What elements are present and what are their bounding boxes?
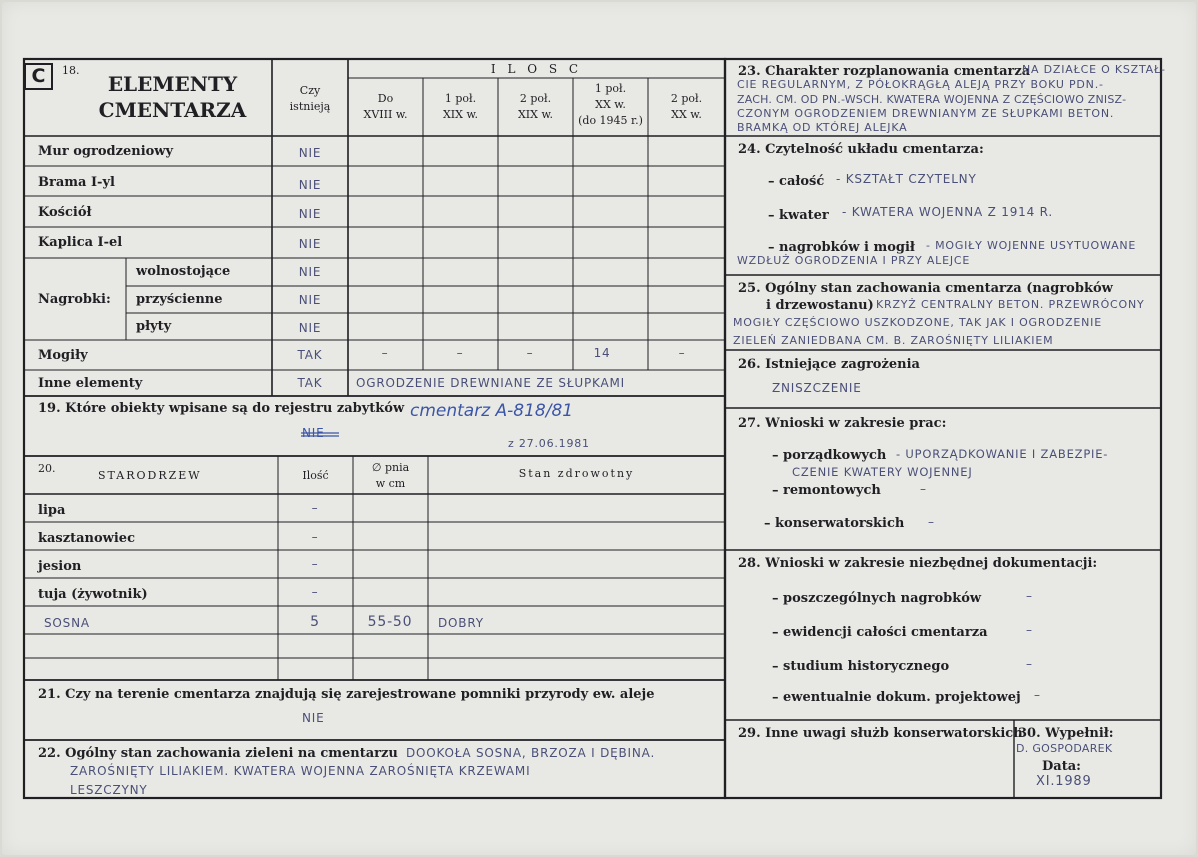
row-label-kosciol: Kościół bbox=[38, 205, 92, 220]
starodrzew-pnia-header-line2: w cm bbox=[375, 477, 406, 490]
row-label-mogily: Mogiły bbox=[38, 348, 88, 363]
section-29-label: 29. Inne uwagi służb konserwatorskich bbox=[738, 726, 1023, 741]
mogily-qty-4: 14 bbox=[593, 346, 611, 360]
section-18-number: 18. bbox=[62, 64, 80, 77]
period-4-line2: XX w. bbox=[595, 98, 626, 111]
s24-kwater-value: - KWATERA WOJENNA Z 1914 R. bbox=[842, 205, 1053, 219]
value-plyty: NIE bbox=[298, 321, 322, 335]
period-4-line3: (do 1945 r.) bbox=[578, 114, 643, 127]
tree-qty-sosna: 5 bbox=[310, 614, 320, 630]
section-20-title: STARODRZEW bbox=[98, 469, 202, 482]
section-25-line3: ZIELEŃ ZANIEDBANA CM. B. ZAROŚNIĘTY LILIAKIEM bbox=[733, 334, 1054, 347]
s28-item-2-label: – ewidencji całości cmentarza bbox=[772, 625, 988, 640]
row-label-brama: Brama I-yl bbox=[38, 175, 115, 190]
s24-calosc-label: – całość bbox=[768, 174, 825, 189]
section-24-label: 24. Czytelność układu cmentarza: bbox=[738, 142, 984, 157]
row-label-mur: Mur ogrodzeniowy bbox=[38, 144, 174, 159]
s24-kwater-label: – kwater bbox=[768, 208, 829, 223]
mogily-qty-3: – bbox=[526, 346, 534, 360]
czy-istnieja-header-line2: istnieją bbox=[289, 100, 331, 113]
s27-konserwatorskich-label: – konserwatorskich bbox=[764, 516, 905, 531]
starodrzew-ilosc-header: Ilość bbox=[302, 469, 329, 482]
card-letter-box: C bbox=[24, 63, 53, 90]
s24-nagrobkow-value-line2: WZDŁUŻ OGRODZENIA I PRZY ALEJCE bbox=[737, 254, 971, 267]
tree-qty-kasztanowiec: – bbox=[311, 530, 319, 544]
row-label-kaplica: Kaplica I-el bbox=[38, 235, 123, 250]
section-23-line4: CZONYM OGRODZENIEM DREWNIANYM ZE SŁUPKAMI BETON. bbox=[737, 107, 1115, 120]
s27-porzadkowych-value: - UPORZĄDKOWANIE I ZABEZPIE- bbox=[896, 447, 1109, 461]
section-22-line3: LESZCZYNY bbox=[70, 783, 148, 797]
section-30-date-label: Data: bbox=[1042, 759, 1081, 774]
section-18-title-line1: ELEMENTY bbox=[107, 72, 238, 96]
czy-istnieja-header-line1: Czy bbox=[299, 84, 321, 97]
period-5-line1: 2 poł. bbox=[670, 92, 703, 105]
s28-item-1-label: – poszczególnych nagrobków bbox=[772, 591, 982, 606]
section-30-filled-by: D. GOSPODAREK bbox=[1016, 742, 1113, 755]
tree-qty-lipa: – bbox=[311, 501, 319, 515]
tree-diameter-sosna: 55-50 bbox=[367, 614, 413, 630]
s27-remontowych-label: – remontowych bbox=[772, 483, 881, 498]
section-21-label: 21. Czy na terenie cmentarza znajdują się zarejestrowane pomniki przyrody ew. aleje bbox=[38, 687, 655, 702]
section-25-label-line2: i drzewostanu) bbox=[766, 298, 874, 313]
section-20-number: 20. bbox=[38, 462, 56, 475]
section-25-line1: KRZYŻ CENTRALNY BETON. PRZEWRÓCONY bbox=[876, 298, 1145, 311]
section-30-date-value: XI.1989 bbox=[1036, 774, 1092, 789]
section-23-label: 23. Charakter rozplanowania cmentarza bbox=[738, 64, 1031, 79]
section-19-registry-entry: cmentarz A-818/81 bbox=[410, 401, 574, 421]
value-kaplica: NIE bbox=[298, 237, 322, 251]
s27-konserwatorskich-value: – bbox=[928, 515, 935, 529]
tree-name-jesion: jesion bbox=[38, 559, 82, 574]
section-28-label: 28. Wnioski w zakresie niezbędnej dokumentacji: bbox=[738, 556, 1098, 571]
s28-item-3-value: – bbox=[1026, 657, 1033, 671]
s24-nagrobkow-value: - MOGIŁY WOJENNE USYTUOWANE bbox=[926, 239, 1137, 252]
ilosc-header: I L O S C bbox=[490, 62, 583, 76]
mogily-qty-5: – bbox=[678, 346, 686, 360]
tree-name-sosna: SOSNA bbox=[44, 616, 90, 630]
row-label-inne: Inne elementy bbox=[38, 376, 143, 391]
inne-elementy-note: OGRODZENIE DREWNIANE ZE SŁUPKAMI bbox=[356, 376, 625, 390]
s28-item-2-value: – bbox=[1026, 623, 1033, 637]
section-19-registry-date: z 27.06.1981 bbox=[508, 437, 590, 450]
starodrzew-stan-header: Stan zdrowotny bbox=[518, 467, 635, 480]
row-label-wolnostojace: wolnostojące bbox=[136, 264, 231, 279]
section-22-line1: DOOKOŁA SOSNA, BRZOZA I DĘBINA. bbox=[406, 746, 656, 760]
s24-calosc-value: - KSZTAŁT CZYTELNY bbox=[836, 172, 977, 186]
s28-item-3-label: – studium historycznego bbox=[772, 659, 950, 674]
tree-name-kasztanowiec: kasztanowiec bbox=[38, 531, 135, 546]
starodrzew-pnia-header-line1: ∅ pnia bbox=[371, 461, 410, 474]
period-4-line1: 1 poł. bbox=[594, 82, 627, 95]
tree-qty-tuja: – bbox=[311, 585, 319, 599]
value-kosciol: NIE bbox=[298, 207, 322, 221]
period-2-line1: 1 poł. bbox=[444, 92, 477, 105]
section-21-value: NIE bbox=[302, 711, 325, 725]
value-przyscienne: NIE bbox=[298, 293, 322, 307]
section-26-value: ZNISZCZENIE bbox=[772, 381, 862, 395]
s28-item-4-value: – bbox=[1034, 688, 1041, 702]
section-22-label: 22. Ogólny stan zachowania zieleni na cmentarzu bbox=[38, 746, 398, 761]
period-5-line2: XX w. bbox=[671, 108, 702, 121]
mogily-qty-2: – bbox=[456, 346, 464, 360]
value-wolnostojace: NIE bbox=[298, 265, 322, 279]
s27-porzadkowych-label: – porządkowych bbox=[772, 448, 887, 463]
s27-porzadkowych-value-line2: CZENIE KWATERY WOJENNEJ bbox=[792, 465, 973, 479]
s24-nagrobkow-label: – nagrobków i mogił bbox=[768, 240, 915, 255]
section-23-line1: NA DZIAŁCE O KSZTAŁ- bbox=[1022, 63, 1166, 76]
value-mur: NIE bbox=[298, 146, 322, 160]
value-mogily: TAK bbox=[297, 348, 323, 362]
mogily-qty-1: – bbox=[381, 346, 389, 360]
section-18-title-line2: CMENTARZA bbox=[98, 98, 247, 122]
s28-item-1-value: – bbox=[1026, 589, 1033, 603]
period-2-line2: XIX w. bbox=[442, 108, 479, 121]
section-23-line5: BRAMKĄ OD KTÓREJ ALEJKA bbox=[737, 121, 908, 134]
section-25-label: 25. Ogólny stan zachowania cmentarza (nagrobków bbox=[738, 281, 1113, 296]
section-19-crossed-nie: NIE bbox=[302, 426, 325, 440]
section-22-line2: ZAROŚNIĘTY LILIAKIEM. KWATERA WOJENNA ZAROŚNIĘTA KRZEWAMI bbox=[70, 764, 531, 778]
period-1-line1: Do bbox=[377, 92, 394, 105]
value-inne: TAK bbox=[297, 376, 323, 390]
row-label-plyty: płyty bbox=[136, 319, 172, 334]
period-1-line2: XVIII w. bbox=[363, 108, 408, 121]
s27-remontowych-value: – bbox=[920, 482, 927, 496]
section-23-line2: CIE REGULARNYM, Z PÓŁOKRĄGŁĄ ALEJĄ PRZY BOKU PDN.- bbox=[737, 78, 1104, 91]
tree-name-lipa: lipa bbox=[38, 503, 66, 518]
period-3-line2: XIX w. bbox=[517, 108, 554, 121]
section-27-label: 27. Wnioski w zakresie prac: bbox=[738, 416, 947, 431]
row-label-przyscienne: przyścienne bbox=[136, 292, 223, 307]
s28-item-4-label: – ewentualnie dokum. projektowej bbox=[772, 690, 1021, 705]
tree-name-tuja: tuja (żywotnik) bbox=[38, 587, 148, 602]
tree-qty-jesion: – bbox=[311, 557, 319, 571]
section-19-label: 19. Które obiekty wpisane są do rejestru zabytków bbox=[38, 401, 405, 416]
period-3-line1: 2 poł. bbox=[519, 92, 552, 105]
row-label-nagrobki: Nagrobki: bbox=[38, 292, 111, 307]
section-26-label: 26. Istniejące zagrożenia bbox=[738, 357, 920, 372]
section-25-line2: MOGIŁY CZĘŚCIOWO USZKODZONE, TAK JAK I OGRODZENIE bbox=[733, 316, 1102, 329]
value-brama: NIE bbox=[298, 178, 322, 192]
tree-stan-sosna: DOBRY bbox=[438, 616, 484, 630]
section-23-line3: ZACH. CM. OD PN.-WSCH. KWATERA WOJENNA Z CZĘŚCIOWO ZNISZ- bbox=[737, 93, 1127, 106]
section-30-label: 30. Wypełnił: bbox=[1018, 726, 1114, 741]
